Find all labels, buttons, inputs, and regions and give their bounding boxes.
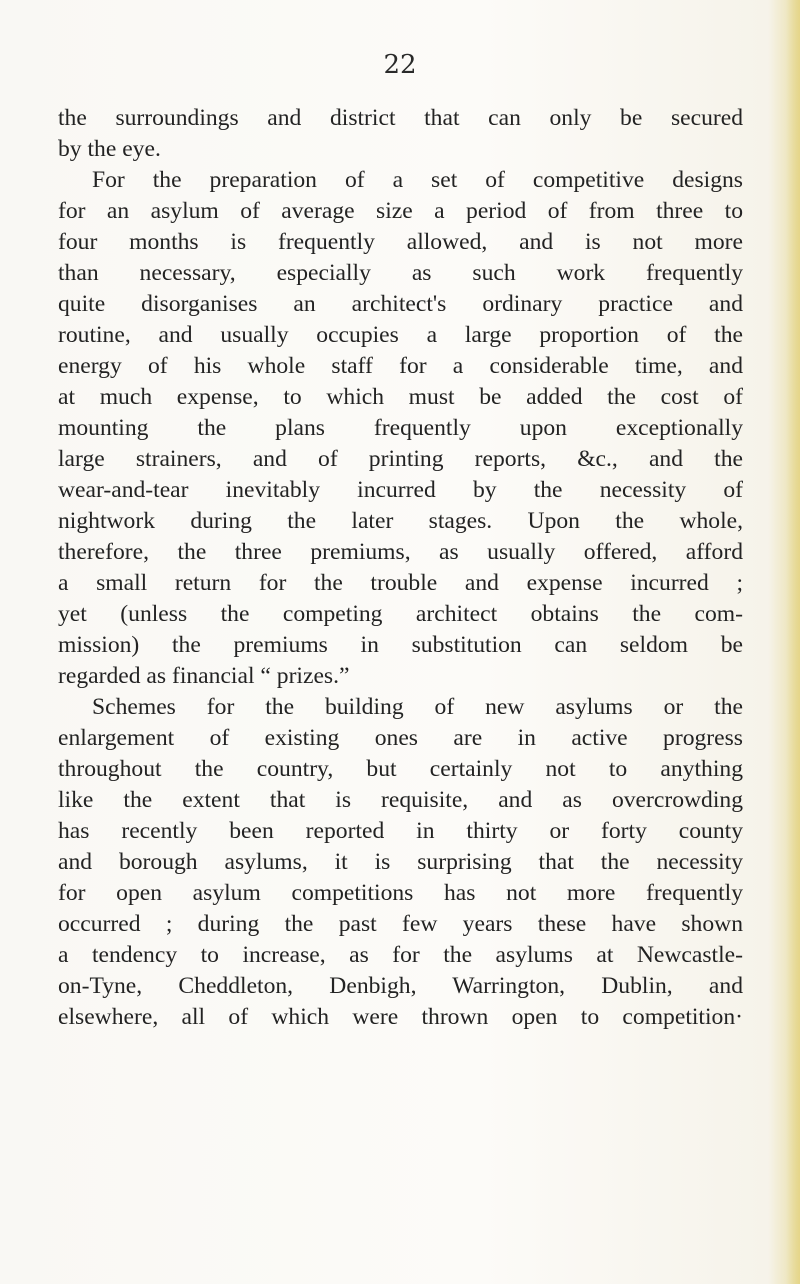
text-line: mission) the premiums in substitution can seldom be	[58, 632, 743, 658]
text-line: mounting the plans frequently upon exceptionally	[58, 415, 743, 441]
text-line: like the extent that is requisite, and as overcrowding	[58, 787, 743, 813]
text-line: occurred ; during the past few years these have shown	[58, 911, 743, 937]
text-line: has recently been reported in thirty or forty county	[58, 818, 743, 844]
text-line: large strainers, and of printing reports, &c., and the	[58, 446, 743, 472]
text-line: For the preparation of a set of competitive designs	[92, 167, 743, 193]
text-line: for an asylum of average size a period of from three to	[58, 198, 743, 224]
text-line: therefore, the three premiums, as usually offered, afford	[58, 539, 743, 565]
page-number: 22	[383, 50, 417, 80]
text-line: four months is frequently allowed, and is not more	[58, 229, 743, 255]
text-line: by the eye.	[58, 136, 161, 162]
text-line: wear-and-tear inevitably incurred by the necessity of	[58, 477, 743, 503]
text-line: routine, and usually occupies a large proportion of the	[58, 322, 743, 348]
text-line: Schemes for the building of new asylums or the	[92, 694, 743, 720]
text-line: yet (unless the competing architect obtains the com-	[58, 601, 743, 627]
text-line: and borough asylums, it is surprising that the necessity	[58, 849, 743, 875]
text-line: than necessary, especially as such work frequently	[58, 260, 743, 286]
text-line: nightwork during the later stages. Upon the whole,	[58, 508, 743, 534]
text-line: at much expense, to which must be added the cost of	[58, 384, 743, 410]
text-line: a small return for the trouble and expense incurred ;	[58, 570, 743, 596]
text-line: elsewhere, all of which were thrown open to competition·	[58, 1004, 743, 1030]
text-line: quite disorganises an architect's ordinary practice and	[58, 291, 743, 317]
text-line: for open asylum competitions has not more frequently	[58, 880, 743, 906]
text-line: energy of his whole staff for a considerable time, and	[58, 353, 743, 379]
body-text	[58, 103, 743, 1033]
text-line: a tendency to increase, as for the asylums at Newcastle-	[58, 942, 743, 968]
text-line: throughout the country, but certainly not to anything	[58, 756, 743, 782]
text-line: the surroundings and district that can only be secured	[58, 105, 743, 131]
text-line: regarded as financial “ prizes.”	[58, 663, 350, 689]
page-edge-shading	[786, 0, 800, 1284]
text-line: enlargement of existing ones are in active progress	[58, 725, 743, 751]
text-line: on-Tyne, Cheddleton, Denbigh, Warrington, Dublin, and	[58, 973, 743, 999]
